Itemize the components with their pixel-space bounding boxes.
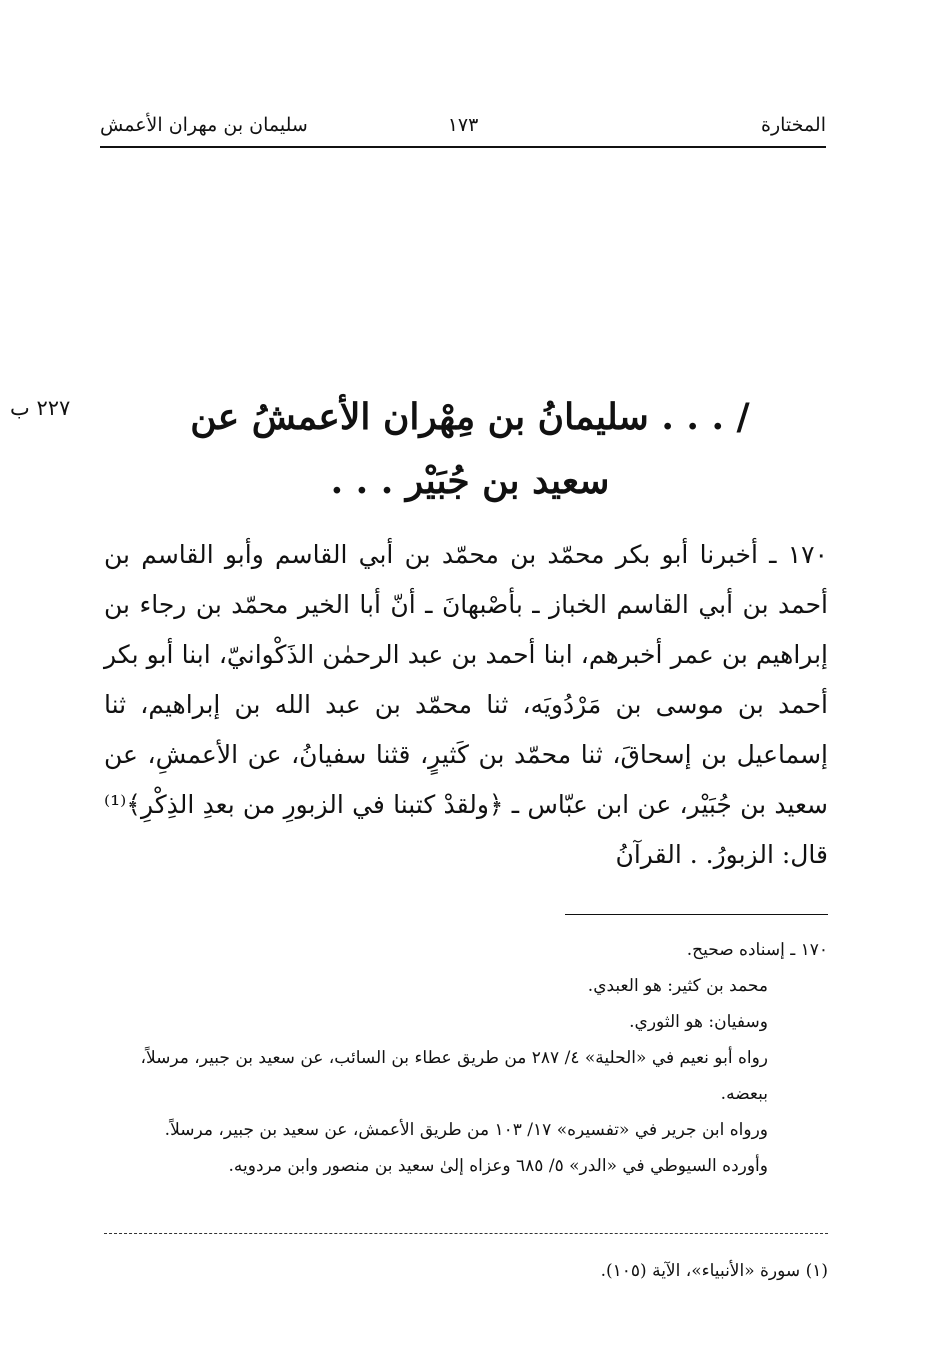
page-number: ١٧٣ (447, 114, 479, 136)
hadith-body (104, 530, 828, 880)
footnotes (104, 932, 828, 1184)
footnote-item: رواه أبو نعيم في «الحلية» ٤/ ٢٨٧ من طريق عطاء بن السائب، عن سعيد بن جبير، مرسلاً، ببعضه. (140, 1048, 768, 1104)
footnote-head: ١٧٠ ـ إسناده صحيح. (686, 940, 828, 960)
header-book-title: المختارة (761, 114, 826, 136)
chapter-title (150, 385, 790, 513)
chapter-title-line-2: سعيد بن جُبَيْر . . . (330, 460, 610, 502)
footnote-item: وسفيان: هو الثوري. (629, 1012, 768, 1032)
hadith-text: ١٧٠ ـ أخبرنا أبو بكر محمّد بن محمّد بن أبي القاسم وأبو القاسم بن أحمد بن أبي القاسم الخباز ـ بأصْبهانَ ـ أنّ أبا الخير محمّد بن رجاء بن إبراهيم بن عمر أخبرهم، ابنا أحمد بن عبد الرحمٰن الذَكْوانيّ، ابنا أبو بكر أحمد بن موسى بن مَرْدُويَه، ثنا محمّد بن عبد الله بن إبراهيم، ثنا إسماعيل بن إسحاقَ، ثنا محمّد بن كَثيرٍ، قثنا سفيانُ، عن الأعمشِ، عن سعيد بن جُبَيْر، عن ابن عبّاس ـ ﴿ولقدْ كتبنا في الزبورِ من بعدِ الذِكْرِ﴾⁽¹⁾ قال: الزبورُ. . القرآنُ (104, 540, 828, 869)
chapter-title-line-1: / . . . سليمانُ بن مِهْران الأعمشُ عن (190, 396, 750, 438)
footnote-separator (565, 914, 828, 915)
dotted-separator (104, 1233, 828, 1234)
footnote-item: وأورده السيوطي في «الدر» ٥/ ٦٨٥ وعزاه إلىٰ سعيد بن منصور وابن مردويه. (228, 1156, 768, 1176)
footnote-item: ورواه ابن جرير في «تفسيره» ١٧/ ١٠٣ من طريق الأعمش، عن سعيد بن جبير، مرسلاً. (164, 1120, 768, 1140)
footnote-item: محمد بن كثير: هو العبدي. (587, 976, 768, 996)
page-footnote: (١) سورة «الأنبياء»، الآية (١٠٥). (600, 1261, 828, 1281)
header-chapter-title: سليمان بن مهران الأعمش (100, 114, 308, 136)
running-header (100, 112, 826, 148)
manuscript-folio-note: ٢٢٧ ب (10, 396, 71, 420)
